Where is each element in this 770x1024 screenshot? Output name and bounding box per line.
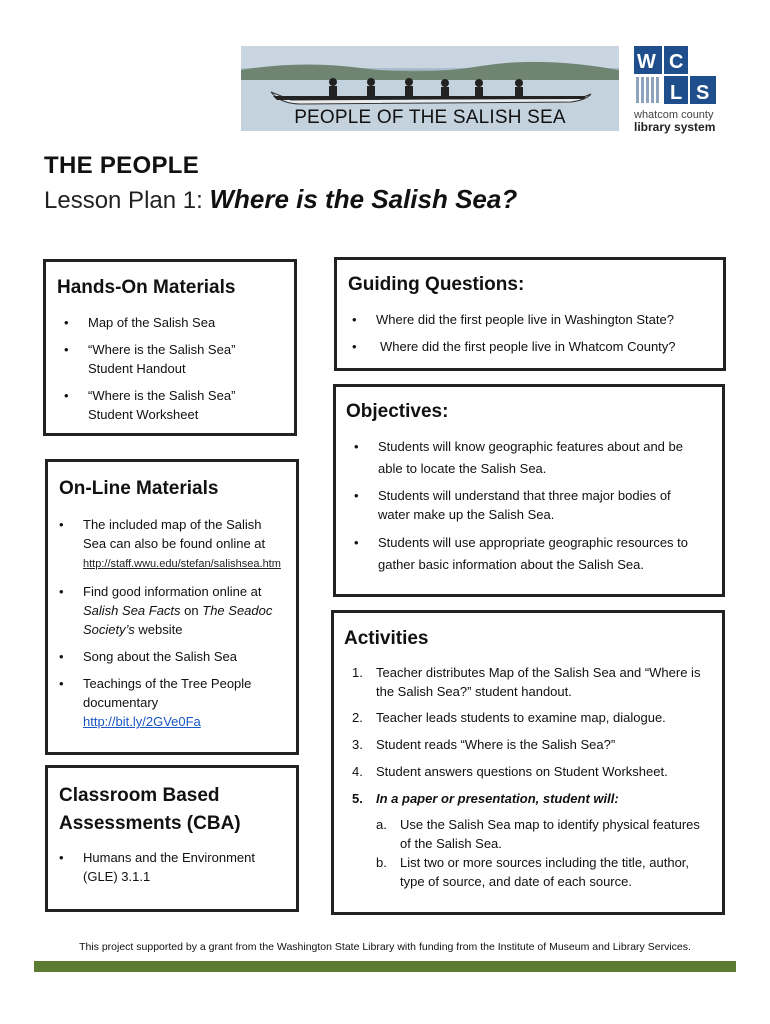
list-item: 4. Student answers questions on Student Worksheet. <box>352 764 668 779</box>
logo-letter-l: L <box>670 82 683 104</box>
logo-text <box>634 109 715 133</box>
hands-on-materials-box <box>43 259 297 436</box>
list-item: • “Where is the Salish Sea” Student Worksheet <box>64 388 236 422</box>
list-item: 1. Teacher distributes Map of the Salish Sea and “Where is the Salish Sea?” student handout. <box>352 665 701 699</box>
objectives-heading: Objectives: <box>346 401 449 422</box>
list-item: 3. Student reads “Where is the Salish Sea?” <box>352 737 616 752</box>
logo-letter-c: C <box>669 51 684 73</box>
lesson-title <box>44 184 517 215</box>
list-item: • “Where is the Salish Sea” Student Handout <box>64 342 236 376</box>
objectives-box <box>333 384 725 597</box>
list-item: • Students will understand that three major bodies of water make up the Salish Sea. <box>354 488 671 522</box>
sub-list-item: a. Use the Salish Sea map to identify physical features of the Salish Sea. <box>376 817 700 851</box>
logo-letter-w: W <box>637 51 656 73</box>
logo-line1: whatcom county <box>634 109 714 121</box>
footer-note: This project supported by a grant from the Washington State Library with funding from the Institute of Museum and Library Services. <box>79 941 691 953</box>
cba-heading: Classroom Based Assessments (CBA) <box>59 785 241 834</box>
list-item: • Humans and the Environment (GLE) 3.1.1 <box>59 850 255 884</box>
list-item: • Where did the first people live in Whatcom County? <box>352 339 676 354</box>
list-item: • Find good information online at Salish Sea Facts on The Seadoc Society’s website <box>59 584 273 637</box>
sub-list-item: b. List two or more sources including the title, author, type of source, and date of each source. <box>376 855 690 889</box>
guiding-heading: Guiding Questions: <box>348 274 525 295</box>
documentary-link[interactable]: http://bit.ly/2GVe0Fa <box>83 714 201 729</box>
activities-box <box>331 610 725 915</box>
page-title: THE PEOPLE <box>44 152 200 179</box>
salishsea-map-link[interactable]: http://staff.wwu.edu/stefan/salishsea.htm <box>83 558 281 570</box>
guiding-questions-box <box>334 257 726 371</box>
list-item: • Teachings of the Tree People documentary http://bit.ly/2GVe0Fa <box>59 676 252 729</box>
online-materials-box <box>45 459 299 755</box>
list-item: • Song about the Salish Sea <box>59 649 237 664</box>
footer-bar <box>34 961 736 972</box>
activities-heading: Activities <box>344 628 429 649</box>
online-heading: On-Line Materials <box>59 478 219 499</box>
list-item: • The included map of the Salish Sea can also be found online at http://staff.wwu.edu/stefan/salishsea.htm <box>59 517 281 570</box>
logo-letter-s: S <box>696 82 710 104</box>
banner-caption: PEOPLE OF THE SALISH SEA <box>294 107 566 128</box>
logo-line2: library system <box>634 120 716 134</box>
list-item: • Where did the first people live in Washington State? <box>352 312 674 327</box>
wcls-logo-mark <box>634 46 718 106</box>
list-item: • Map of the Salish Sea <box>64 315 216 330</box>
wcls-logo <box>634 46 730 138</box>
hands-on-heading: Hands-On Materials <box>57 277 236 298</box>
list-item: • Students will know geographic features about and be able to locate the Salish Sea. <box>354 439 683 476</box>
cba-box <box>45 765 299 912</box>
lesson-question: Where is the Salish Sea? <box>209 184 518 214</box>
list-item: 5. In a paper or presentation, student will: <box>352 791 619 806</box>
lesson-prefix: Lesson Plan 1: <box>44 187 203 214</box>
list-item: • Students will use appropriate geographic resources to gather basic information about the Salish Sea. <box>354 535 689 572</box>
list-item: 2. Teacher leads students to examine map, dialogue. <box>352 710 666 725</box>
header-banner <box>241 46 619 131</box>
